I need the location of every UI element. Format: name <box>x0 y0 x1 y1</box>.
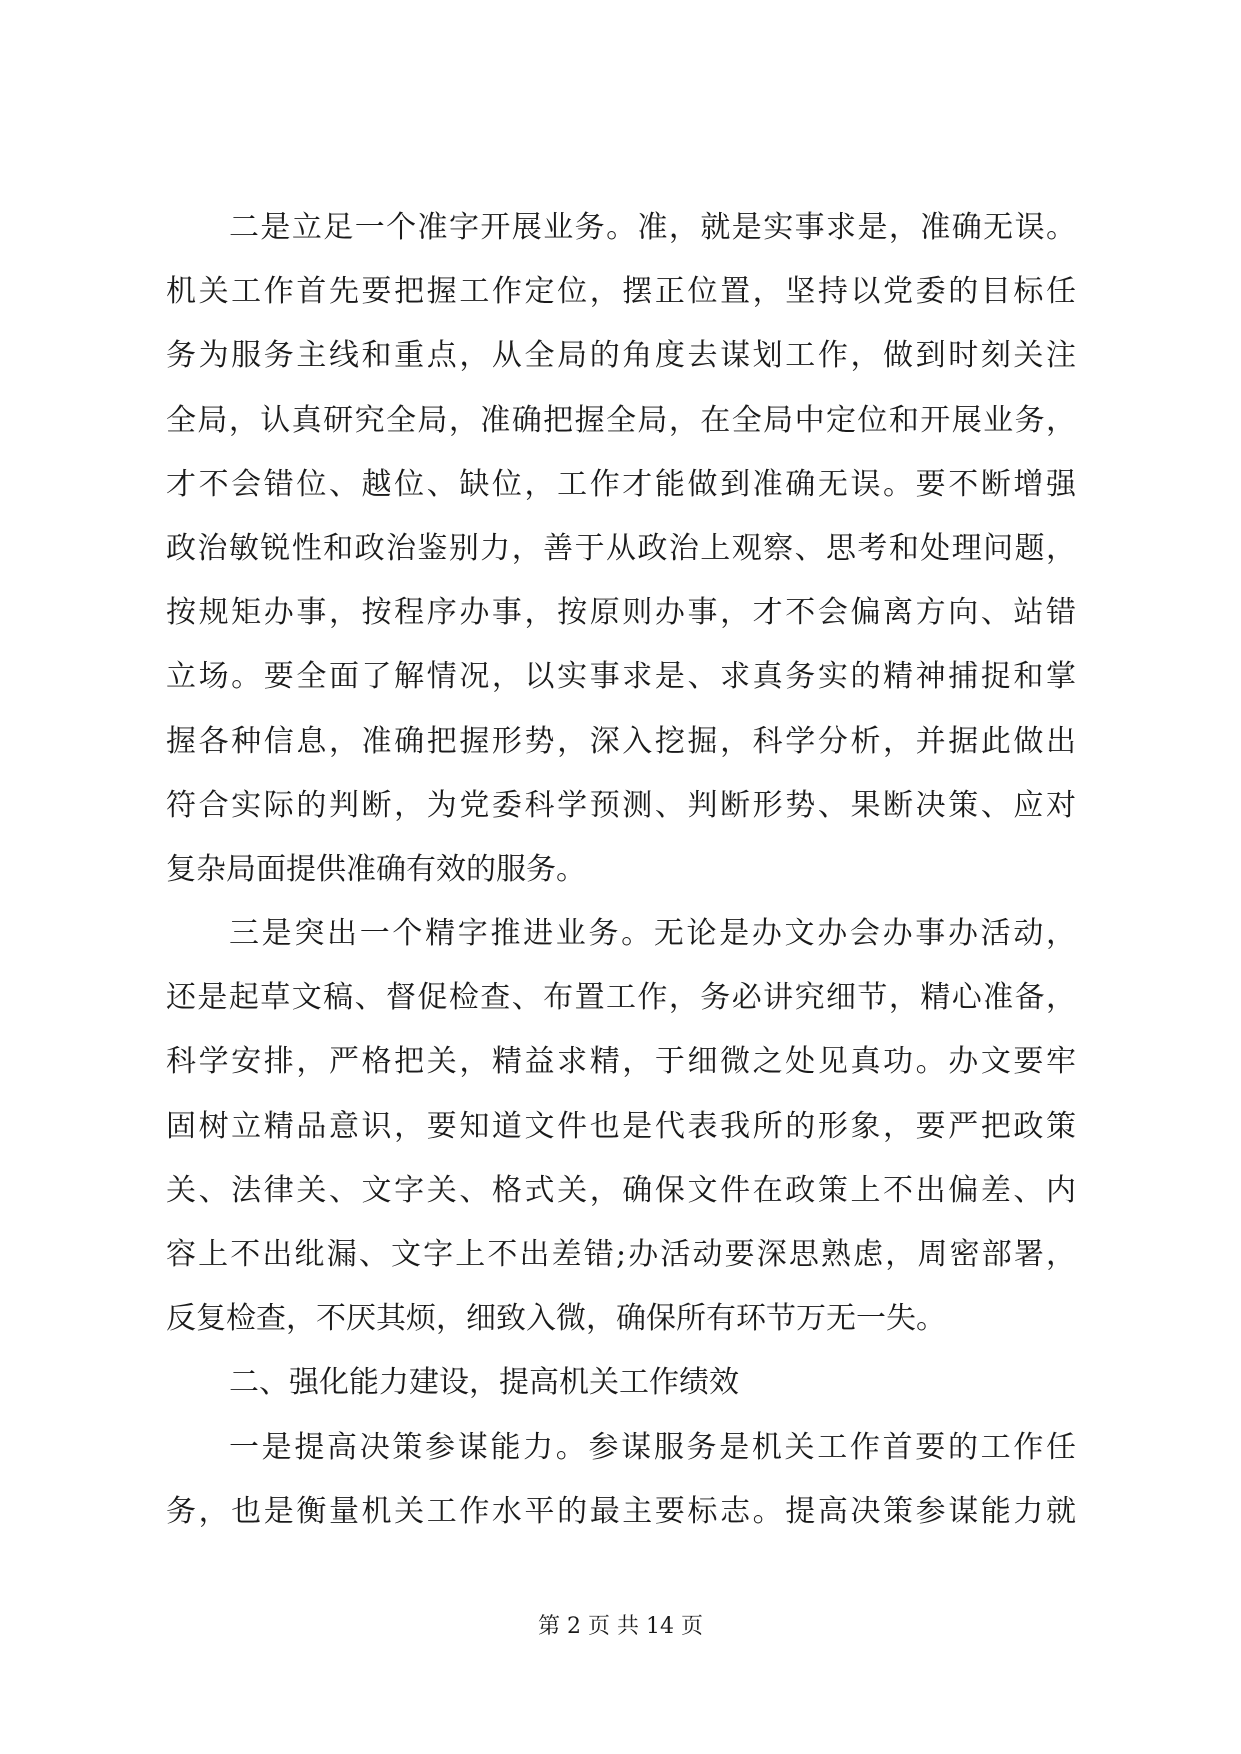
text-line: 反复检查，不厌其烦，细致入微，确保所有环节万无一失。 <box>166 1301 946 1337</box>
text-line: 机关工作首先要把握工作定位，摆正位置，坚持以党委的目标任 <box>166 274 1076 310</box>
text-line: 复杂局面提供准确有效的服务。 <box>166 851 586 887</box>
text-line: 二、强化能力建设，提高机关工作绩效 <box>229 1365 739 1401</box>
text-line: 握各种信息，准确把握形势，深入挖掘，科学分析，并据此做出 <box>166 723 1076 759</box>
text-line: 务为服务主线和重点，从全局的角度去谋划工作，做到时刻关注 <box>166 338 1076 374</box>
text-line: 立场。要全面了解情况，以实事求是、求真务实的精神捕捉和掌 <box>166 659 1076 695</box>
text-line: 容上不出纰漏、文字上不出差错;办活动要深思熟虑，周密部署， <box>166 1237 1076 1272</box>
text-line: 政治敏锐性和政治鉴别力，善于从政治上观察、思考和处理问题， <box>166 530 1076 566</box>
document-body <box>166 196 1076 1544</box>
text-line: 二是立足一个准字开展业务。准，就是实事求是，准确无误。 <box>229 210 1076 245</box>
page-footer: 第 2 页 共 14 页 <box>538 1614 703 1639</box>
text-line: 才不会错位、越位、缺位，工作才能做到准确无误。要不断增强 <box>166 466 1076 502</box>
text-line: 按规矩办事，按程序办事，按原则办事，才不会偏离方向、站错 <box>166 595 1076 631</box>
text-line: 还是起草文稿、督促检查、布置工作，务必讲究细节，精心准备， <box>166 980 1076 1016</box>
text-line: 务，也是衡量机关工作水平的最主要标志。提高决策参谋能力就 <box>166 1493 1076 1529</box>
text-line: 全局，认真研究全局，准确把握全局，在全局中定位和开展业务， <box>166 402 1076 438</box>
text-line: 符合实际的判断，为党委科学预测、判断形势、果断决策、应对 <box>166 787 1076 823</box>
text-line: 一是提高决策参谋能力。参谋服务是机关工作首要的工作任 <box>229 1429 1076 1465</box>
text-line: 三是突出一个精字推进业务。无论是办文办会办事办活动， <box>229 916 1076 952</box>
text-line: 关、法律关、文字关、格式关，确保文件在政策上不出偏差、内 <box>166 1172 1076 1208</box>
text-line: 科学安排，严格把关，精益求精，于细微之处见真功。办文要牢 <box>166 1044 1076 1080</box>
text-line: 固树立精品意识，要知道文件也是代表我所的形象，要严把政策 <box>166 1108 1076 1144</box>
